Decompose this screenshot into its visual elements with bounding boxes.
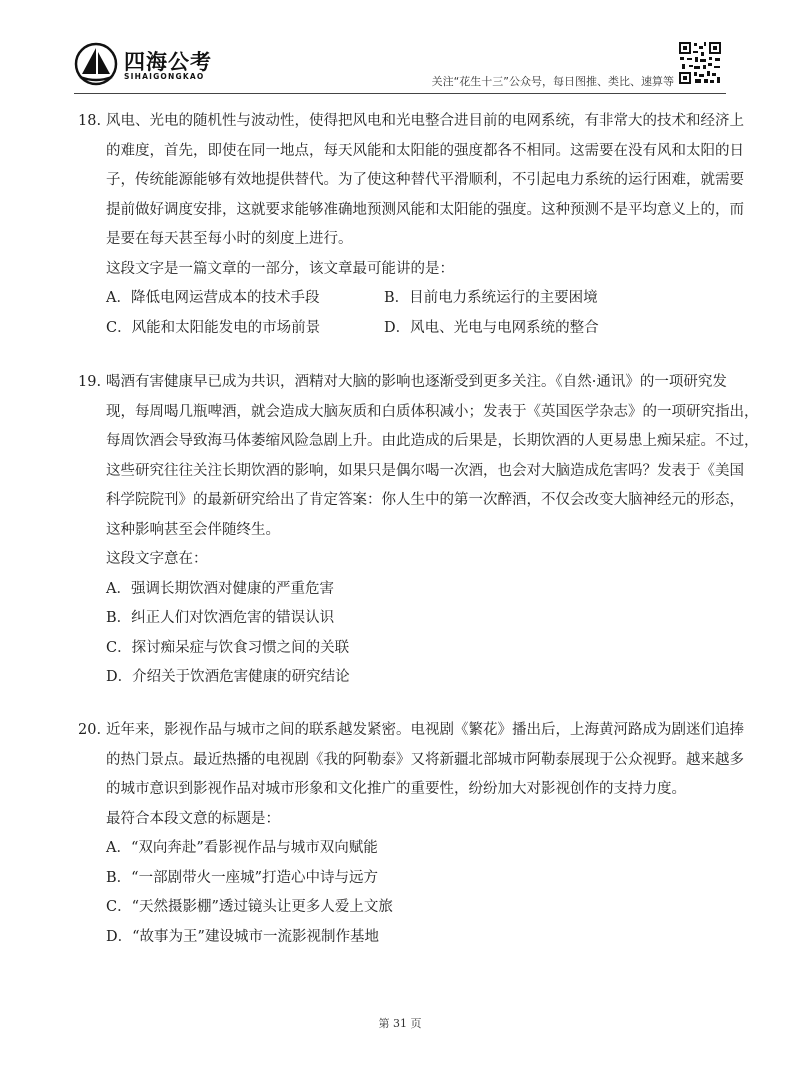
- question-stem-line: 每周饮酒会导致海马体萎缩风险急剧上升。由此造成的后果是，长期饮酒的人更易患上痴呆症。不过，: [106, 433, 759, 449]
- question-stem-line: 现，每周喝几瓶啤酒，就会造成大脑灰质和白质体积减小；发表于《英国医学杂志》的一项研究指出，: [106, 403, 759, 420]
- logo-text: 四海公考: [124, 50, 212, 74]
- question-stem-line: 20. 近年来，影视作品与城市之间的联系越发紧密。电视剧《繁花》播出后，上海黄河路成为剧迷们追捧: [78, 716, 728, 746]
- option-a[interactable]: A．强调长期饮酒对健康的严重危害: [106, 580, 334, 597]
- header-note: 关注“花生十三”公众号，每日图推、类比、速算等: [431, 75, 674, 88]
- question-19: [78, 368, 759, 693]
- option-c[interactable]: C．风能和太阳能发电的市场前景: [106, 319, 321, 336]
- option-d[interactable]: D．“故事为王”建设城市一流影视制作基地: [106, 928, 379, 945]
- sailboat-logo-icon: [74, 42, 120, 86]
- question-stem-line: 的城市意识到影视作品对城市形象和文化推广的重要性，纷纷加大对影视创作的支持力度。: [106, 781, 686, 797]
- question-20: [78, 716, 744, 952]
- option-b[interactable]: B．目前电力系统运行的主要困境: [384, 290, 598, 306]
- option-a[interactable]: A．降低电网运营成本的技术手段: [106, 290, 320, 306]
- page-header: [0, 0, 800, 98]
- question-stem-line: 18. 风电、光电的随机性与波动性，使得把风电和光电整合进目前的电网系统，有非常大的技术和经济上: [78, 107, 728, 137]
- option-d[interactable]: D．风电、光电与电网系统的整合: [384, 319, 599, 336]
- question-number: 20.: [78, 722, 102, 738]
- logo-subtitle: SIHAIGONGKAO: [124, 72, 205, 81]
- question-18: [78, 107, 744, 343]
- question-stem-line: 19. 喝酒有害健康早已成为共识，酒精对大脑的影响也逐渐受到更多关注。《自然·通讯》的一项研究发: [78, 368, 728, 398]
- header-rule: [74, 93, 726, 94]
- question-stem-line: 的难度，首先，即使在同一地点，每天风能和太阳能的强度都各不相同。这需要在没有风和太阳的日: [106, 142, 744, 159]
- question-stem-line: 是要在每天甚至每小时的刻度上进行。: [106, 231, 353, 247]
- question-stem-line: 这种影响甚至会伴随终生。: [106, 521, 280, 538]
- question-stem-line: 科学院院刊》的最新研究给出了肯定答案：你人生中的第一次醉酒，不仅会改变大脑神经元的形态，: [106, 492, 744, 508]
- question-number: 18.: [78, 113, 102, 129]
- question-stem-line: 的热门景点。最近热播的电视剧《我的阿勒泰》又将新疆北部城市阿勒泰展现于公众视野。越来越多: [106, 751, 744, 768]
- option-b[interactable]: B．纠正人们对饮酒危害的错误认识: [106, 610, 335, 626]
- logo: [74, 42, 304, 92]
- option-c[interactable]: C．探讨痴呆症与饮食习惯之间的关联: [106, 639, 350, 656]
- question-stem-line: 这些研究往往关注长期饮酒的影响，如果只是偶尔喝一次酒，也会对大脑造成危害吗？发表于《美国: [106, 462, 744, 479]
- question-prompt: 最符合本段文意的标题是：: [106, 810, 280, 827]
- question-stem-line: 提前做好调度安排，这就要求能够准确地预测风能和太阳能的强度。这种预测不是平均意义上的，而: [106, 201, 744, 218]
- option-row: [78, 314, 728, 344]
- option-c[interactable]: C．“天然摄影棚”透过镜头让更多人爱上文旅: [106, 899, 393, 915]
- option-b[interactable]: B．“一部剧带火一座城”打造心中诗与远方: [106, 869, 378, 886]
- option-a[interactable]: A．“双向奔赴”看影视作品与城市双向赋能: [106, 840, 378, 856]
- qr-code-icon: [678, 41, 722, 85]
- option-row: [78, 284, 728, 314]
- option-d[interactable]: D．介绍关于饮酒危害健康的研究结论: [106, 669, 350, 685]
- question-stem-line: 子，传统能源能够有效地提供替代。为了使这种替代平滑顺利，不引起电力系统的运行困难，就需要: [106, 172, 744, 188]
- question-prompt: 这段文字意在：: [106, 551, 208, 567]
- page-number: 第 31 页: [378, 1017, 422, 1030]
- question-number: 19.: [78, 374, 102, 390]
- question-prompt: 这段文字是一篇文章的一部分，该文章最可能讲的是：: [106, 260, 454, 277]
